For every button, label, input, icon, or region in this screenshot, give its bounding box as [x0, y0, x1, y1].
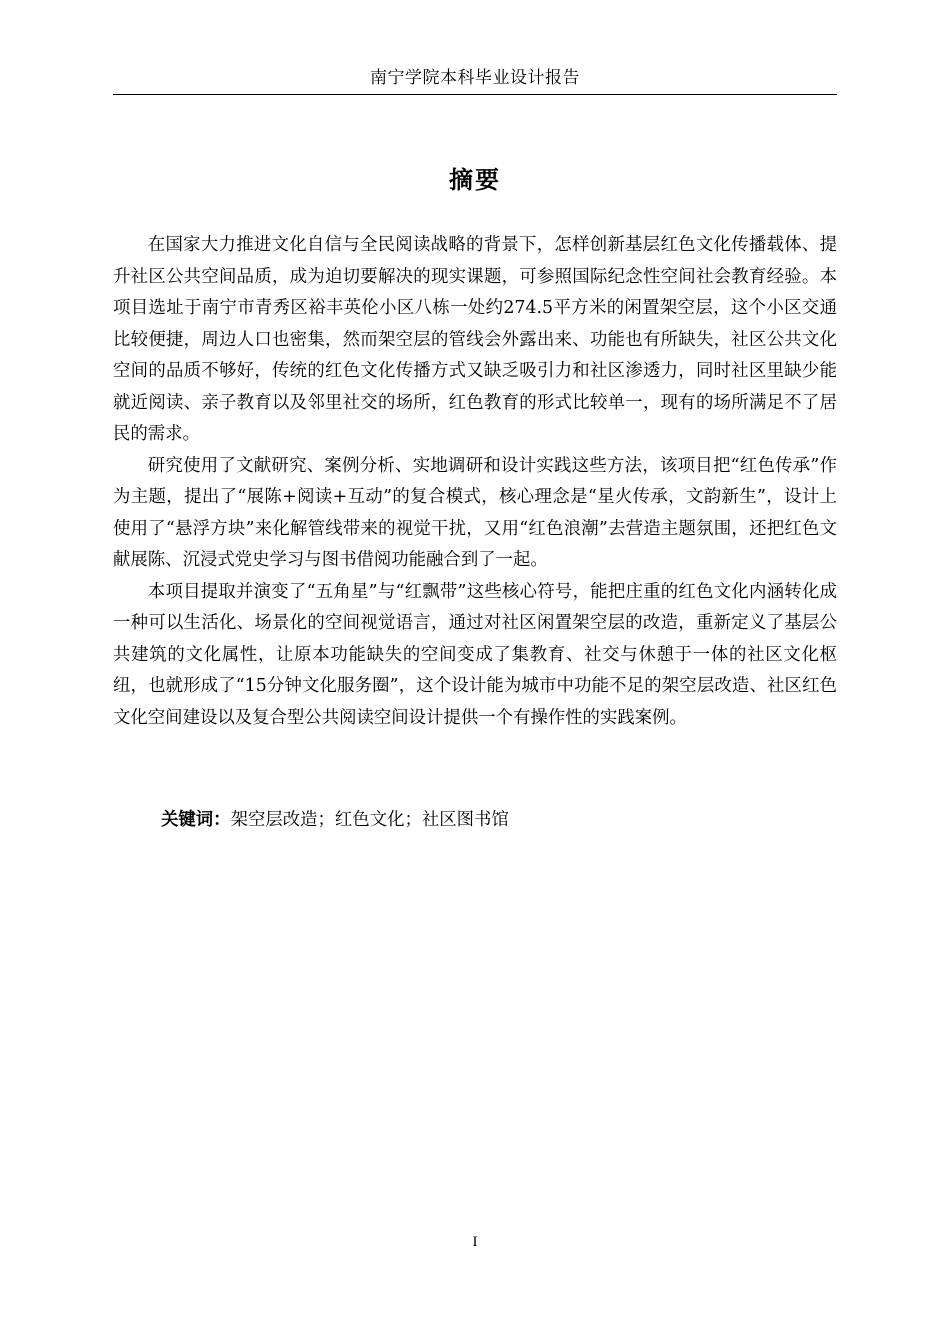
keywords-text: 架空层改造；红色文化；社区图书馆 [230, 810, 509, 830]
abstract-paragraph-1: 在国家大力推进文化自信与全民阅读战略的背景下，怎样创新基层红色文化传播载体、提升社区公共空间品质，成为迫切要解决的现实课题，可参照国际纪念性空间社会教育经验。本项目选址于南宁市青秀区裕丰英伦小区八栋一处约274.5平方米的闲置架空层，这个小区交通比较便捷，周边人口也密集，然而架空层的管线会外露出来、功能也有所缺失，社区公共文化空间的品质不够好，传统的红色文化传播方式又缺乏吸引力和社区渗透力，同时社区里缺少能就近阅读、亲子教育以及邻里社交的场所，红色教育的形式比较单一，现有的场所满足不了居民的需求。 [113, 235, 837, 444]
abstract-paragraph-3: 本项目提取并演变了“五角星”与“红飘带”这些核心符号，能把庄重的红色文化内涵转化成一种可以生活化、场景化的空间视觉语言，通过对社区闲置架空层的改造，重新定义了基层公共建筑的文化属性，让原本功能缺失的空间变成了集教育、社交与休憩于一体的社区文化枢纽，也就形成了“15分钟文化服务圈”，这个设计能为城市中功能不足的架空层改造、社区红色文化空间建设以及复合型公共阅读空间设计提供一个有操作性的实践案例。 [113, 581, 837, 728]
running-header: 南宁学院本科毕业设计报告 [370, 68, 580, 88]
abstract-paragraph-2: 研究使用了文献研究、案例分析、实地调研和设计实践这些方法，该项目把“红色传承”作为主题，提出了“展陈+阅读+互动”的复合模式，核心理念是“星火传承，文韵新生”，设计上使用了“悬浮方块”来化解管线带来的视觉干扰，又用“红色浪潮”去营造主题氛围，还把红色文献展陈、沉浸式党史学习与图书借阅功能融合到了一起。 [113, 455, 837, 570]
keywords-line [161, 805, 837, 836]
keywords-label: 关键词： [161, 810, 231, 830]
abstract-heading: 摘要 [449, 166, 501, 194]
header-rule [113, 94, 837, 95]
abstract-body [113, 230, 837, 734]
page-number: I [472, 1234, 478, 1250]
